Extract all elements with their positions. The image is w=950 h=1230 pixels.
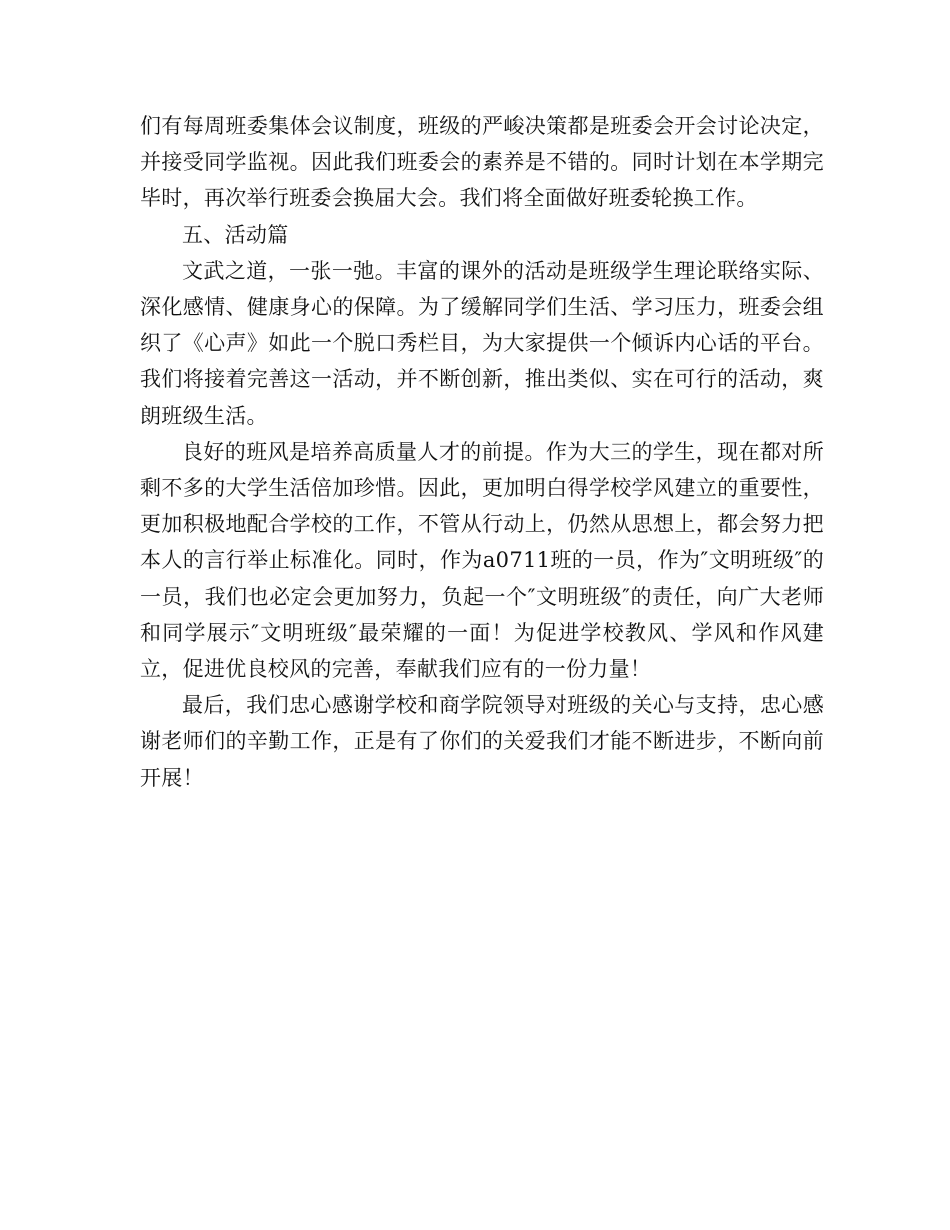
paragraph-continuation: 们有每周班委集体会议制度，班级的严峻决策都是班委会开会讨论决定，并接受同学监视。因此我们班委会的素养是不错的。同时计划在本学期完毕时，再次举行班委会换届大会。我们将全面做好班委轮换工作。 [140,114,824,211]
paragraph-class-style: 良好的班风是培养高质量人才的前提。作为大三的学生，现在都对所剩不多的大学生活倍加珍惜。因此，更加明白得学校学风建立的重要性，更加积极地配合学校的工作，不管从行动上，仍然从思想上，都会努力把本人的言行举止标准化。同时，作为a0711班的一员，作为″文明班级″的一员，我们也必定会更加努力，负起一个″文明班级″的责任，向广大老师和同学展示″文明班级″最荣耀的一面！为促进学校教风、学风和作风建立，促进优良校风的完善，奉献我们应有的一份力量！ [140,439,824,682]
document-body [140,108,824,796]
section-heading-activities: 五、活动篇 [182,222,289,247]
paragraph-closing: 最后，我们忠心感谢学校和商学院领导对班级的关心与支持，忠心感谢老师们的辛勤工作，正是有了你们的关爱我们才能不断进步，不断向前开展！ [140,693,824,790]
paragraph-activities: 文武之道，一张一弛。丰富的课外的活动是班级学生理论联络实际、深化感情、健康身心的保障。为了缓解同学们生活、学习压力，班委会组织了《心声》如此一个脱口秀栏目，为大家提供一个倾诉内心话的平台。我们将接着完善这一活动，并不断创新，推出类似、实在可行的活动，爽朗班级生活。 [140,258,824,428]
